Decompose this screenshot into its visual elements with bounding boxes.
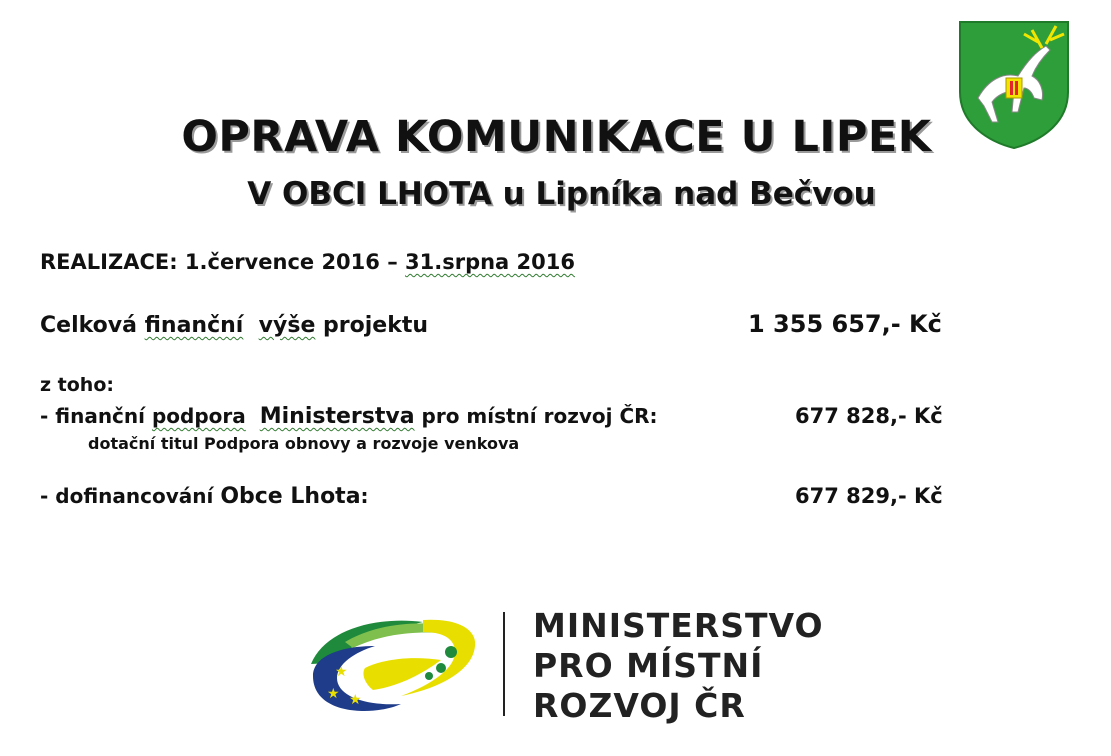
ministry-label-text-4: Ministerstva [259,404,415,429]
total-cost-label [40,313,428,338]
logo-divider [503,612,505,716]
ministry-support-value: 677 828,- Kč [795,404,943,428]
municipality-label-text-3: : [360,484,369,508]
ministry-support-label [40,404,658,429]
total-label-text-1: Celková [40,313,145,338]
subsidy-title: dotační titul Podpora obnovy a rozvoje venkova [88,434,520,453]
total-label-gap [243,313,258,338]
realization-period [40,250,575,274]
municipality-label-text-1: - dofinancování [40,484,221,508]
municipality-cofinancing-value: 677 829,- Kč [795,484,943,508]
municipality-cofinancing-label [40,484,369,509]
ministry-name-line-3: ROZVOJ ČR [533,686,746,725]
ministry-label-text-5: pro místní rozvoj ČR: [414,404,658,428]
svg-text:★: ★ [327,686,340,702]
ministry-name-line-1: MINISTERSTVO [533,606,824,645]
document-subtitle: V OBCI LHOTA u Lipníka nad Bečvou [247,176,876,212]
ministry-name [533,606,824,726]
total-label-text-5: projektu [315,313,429,338]
ministry-label-text-2: podpora [151,404,246,428]
ministry-name-line-2: PRO MÍSTNÍ [533,646,764,685]
realization-separator: – [387,250,398,274]
ministry-label-gap [246,404,260,428]
realization-start: 1.července 2016 [184,250,380,274]
svg-text:★: ★ [335,664,348,680]
total-cost-value: 1 355 657,- Kč [748,310,942,338]
realization-label: REALIZACE: [40,250,178,274]
realization-end: 31.srpna 2016 [405,250,575,274]
municipality-label-text-2: Obce Lhota [220,484,361,509]
ministry-road-emblem-icon [305,612,480,720]
of-which-label: z toho: [40,374,114,396]
total-label-text-4: výše [258,313,316,338]
document-title: OPRAVA KOMUNIKACE U LIPEK [181,112,932,162]
ministry-label-text-1: - finanční [40,404,152,428]
total-label-text-2: finanční [144,313,244,338]
svg-text:★: ★ [349,692,362,708]
